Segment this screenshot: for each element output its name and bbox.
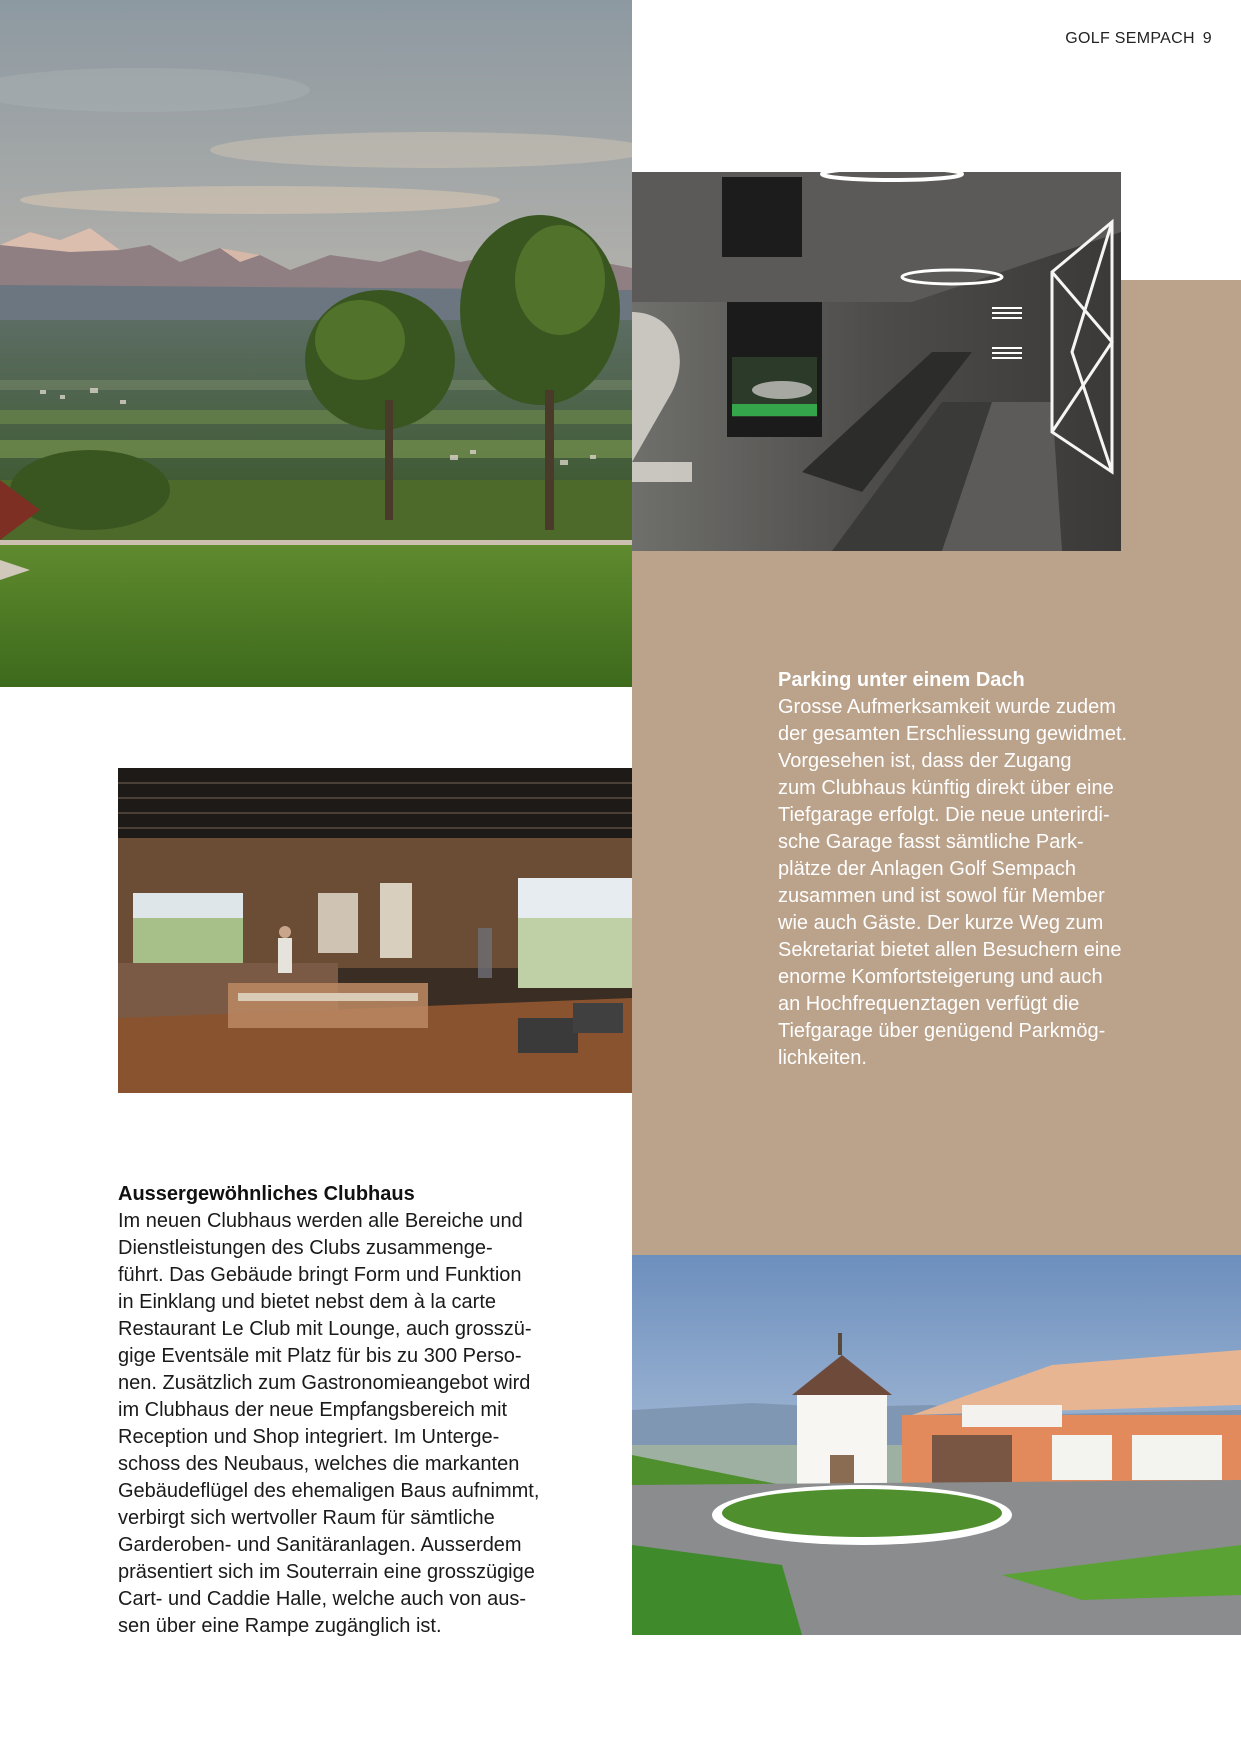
body-line: sche Garage fasst sämtliche Park- (778, 831, 1084, 853)
parking-heading: Parking unter einem Dach (778, 669, 1025, 691)
parking-body (778, 694, 1158, 1072)
clubhouse-body (118, 1208, 548, 1640)
body-line: Grosse Aufmerksamkeit wurde zudem (778, 696, 1116, 718)
body-line: Im neuen Clubhaus werden alle Bereiche und (118, 1210, 523, 1232)
body-line: lichkeiten. (778, 1047, 867, 1069)
clubhouse-exterior-rendering (632, 1255, 1241, 1635)
body-line: schoss des Neubaus, welches die markanten (118, 1453, 520, 1475)
landscape-photo (0, 0, 632, 687)
body-line: enorme Komfortsteigerung und auch (778, 966, 1103, 988)
body-line: führt. Das Gebäude bringt Form und Funktion (118, 1264, 522, 1286)
body-line: Restaurant Le Club mit Lounge, auch grosszü- (118, 1318, 532, 1340)
body-line: plätze der Anlagen Golf Sempach (778, 858, 1076, 880)
body-line: Dienstleistungen des Clubs zusammenge- (118, 1237, 493, 1259)
body-line: sen über eine Rampe zugänglich ist. (118, 1615, 442, 1637)
clubhouse-heading: Aussergewöhnliches Clubhaus (118, 1183, 415, 1205)
running-header (1000, 30, 1212, 48)
body-line: der gesamten Erschliessung gewidmet. (778, 723, 1128, 745)
parking-article (778, 667, 1158, 1072)
clubhouse-article (118, 1181, 548, 1640)
body-line: im Clubhaus der neue Empfangsbereich mit (118, 1399, 508, 1421)
magazine-title: GOLF SEMPACH (1065, 30, 1195, 47)
body-line: Garderoben- und Sanitäranlagen. Ausserdem (118, 1534, 522, 1556)
body-line: zusammen und ist sowol für Member (778, 885, 1105, 907)
body-line: zum Clubhaus künftig direkt über eine (778, 777, 1114, 799)
body-line: Cart- und Caddie Halle, welche auch von aus- (118, 1588, 526, 1610)
body-line: Tiefgarage über genügend Parkmög- (778, 1020, 1106, 1042)
body-line: gige Eventsäle mit Platz für bis zu 300 Perso- (118, 1345, 522, 1367)
clubhouse-interior-rendering (118, 768, 632, 1093)
garage-rendering (632, 172, 1121, 551)
body-line: an Hochfrequenztagen verfügt die (778, 993, 1080, 1015)
body-line: Gebäudeflügel des ehemaligen Baus aufnimmt, (118, 1480, 540, 1502)
body-line: Tiefgarage erfolgt. Die neue unterirdi- (778, 804, 1110, 826)
body-line: verbirgt sich wertvoller Raum für sämtliche (118, 1507, 495, 1529)
body-line: nen. Zusätzlich zum Gastronomieangebot wird (118, 1372, 531, 1394)
body-line: Vorgesehen ist, dass der Zugang (778, 750, 1072, 772)
body-line: in Einklang und bietet nebst dem à la carte (118, 1291, 497, 1313)
page-number: 9 (1202, 30, 1212, 47)
body-line: Sekretariat bietet allen Besuchern eine (778, 939, 1122, 961)
body-line: Reception und Shop integriert. Im Unterge- (118, 1426, 500, 1448)
body-line: präsentiert sich im Souterrain eine grosszügige (118, 1561, 535, 1583)
body-line: wie auch Gäste. Der kurze Weg zum (778, 912, 1104, 934)
